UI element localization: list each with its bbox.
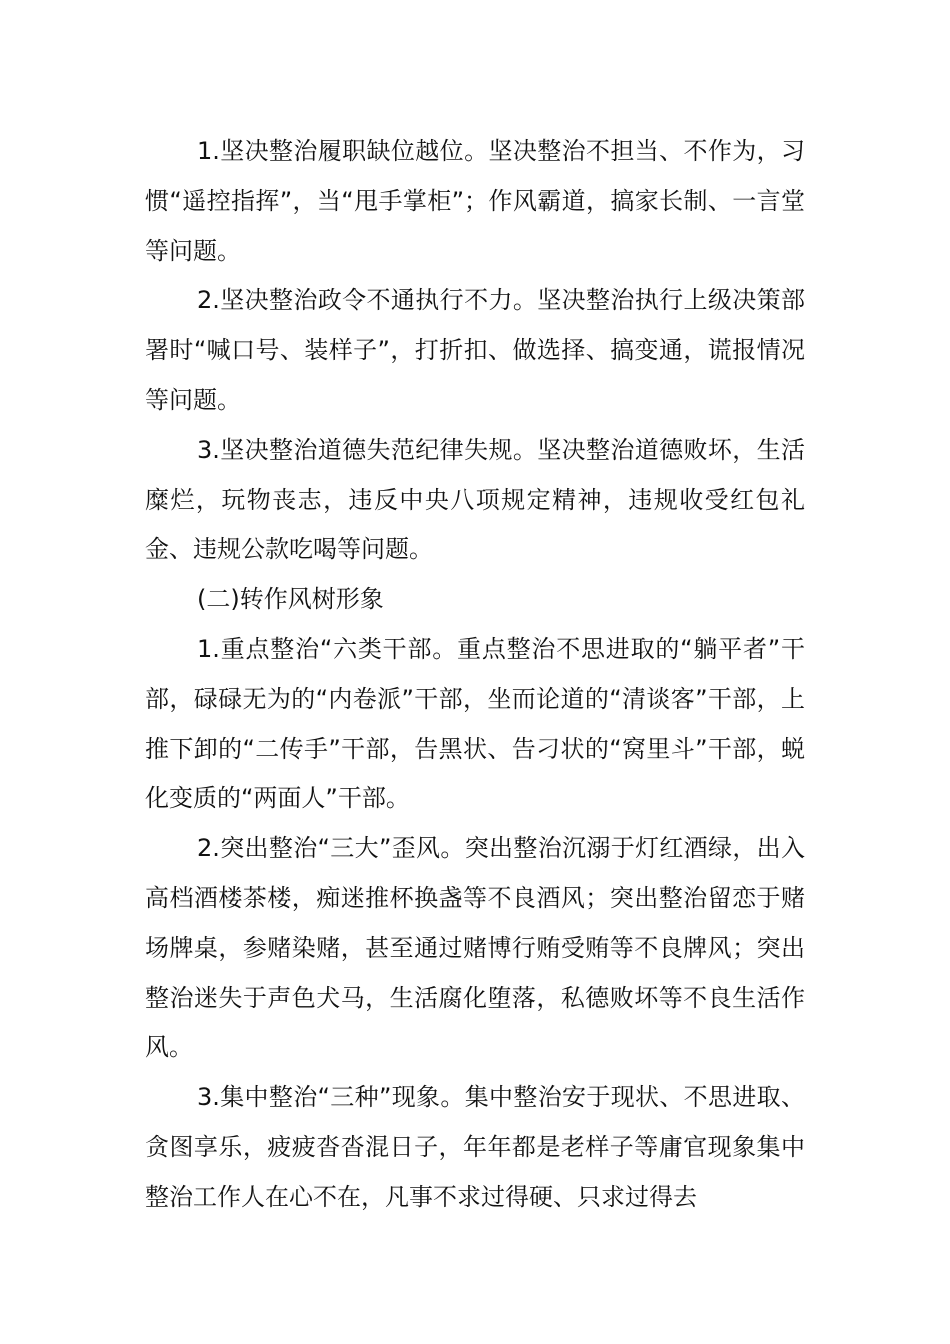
paragraph-1: 1.坚决整治履职缺位越位。坚决整治不担当、不作为，习惯“遥控指挥”，当“甩手掌柜”；作风霸道，搞家长制、一言堂等问题。 <box>145 137 805 265</box>
paragraph-4: 1.重点整治“六类干部。重点整治不思进取的“躺平者”干部，碌碌无为的“内卷派”干部，坐而论道的“清谈客”干部，上推下卸的“二传手”干部，告黑状、告刁状的“窝里斗”干部，蜕化变质的“两面人”干部。 <box>145 634 805 813</box>
paragraph-5: 2.突出整治“三大”歪风。突出整治沉溺于灯红酒绿，出入高档酒楼茶楼，痴迷推杯换盏等不良酒风；突出整治留恋于赌场牌桌，参赌染赌，甚至通过赌博行贿受贿等不良牌风；突出整治迷失于声色犬马，生活腐化堕落，私德败坏等不良生活作风。 <box>145 834 805 1062</box>
document-body <box>145 127 805 1223</box>
paragraph-3: 3.坚决整治道德失范纪律失规。坚决整治道德败坏，生活糜烂，玩物丧志，违反中央八项规定精神，违规收受红包礼金、违规公款吃喝等问题。 <box>145 435 805 564</box>
section-heading: (二)转作风树形象 <box>197 585 384 614</box>
paragraph-2: 2.坚决整治政令不通执行不力。坚决整治执行上级决策部署时“喊口号、装样子”，打折扣、做选择、搞变通，谎报情况等问题。 <box>145 286 805 414</box>
paragraph-6: 3.集中整治“三种”现象。集中整治安于现状、不思进取、贪图享乐，疲疲沓沓混日子，年年都是老样子等庸官现象集中整治工作人在心不在，凡事不求过得硬、只求过得去 <box>145 1083 805 1211</box>
